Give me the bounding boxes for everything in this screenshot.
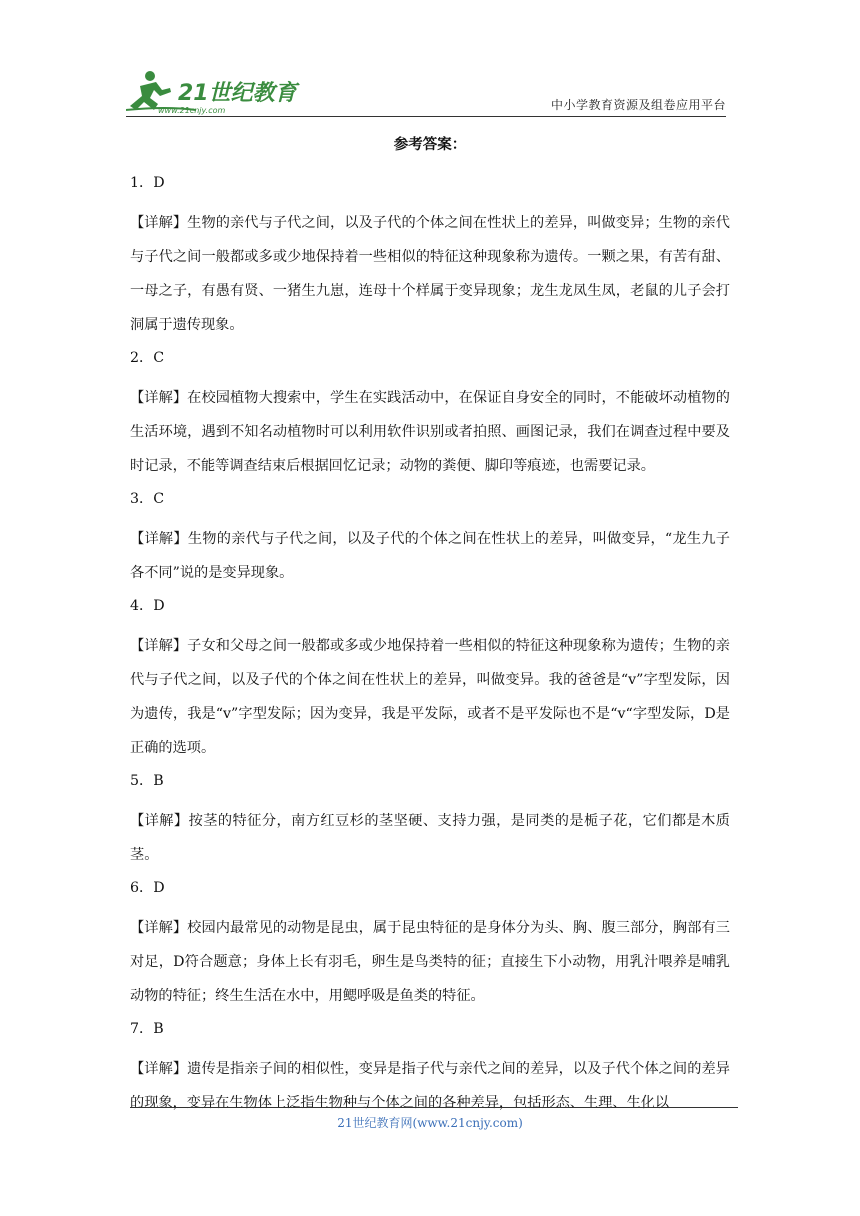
- answer-number: 1．D: [130, 175, 165, 191]
- answer-number: 3．C: [130, 491, 165, 507]
- explanation-text: 在校园植物大搜索中，学生在实践活动中，在保证自身安全的同时，不能破坏动植物的生活环境，遇到不知名动植物时可以利用软件识别或者拍照、画图记录，我们在调查过程中要及时记录，不能等调查结束后根据回忆记录；动物的粪便、脚印等痕迹，也需要记录。: [130, 390, 730, 474]
- answer-explanation: [130, 206, 730, 342]
- explanation-text: 子女和父母之间一般都或多或少地保持着一些相似的特征这种现象称为遗传；生物的亲代与子代之间，以及子代的个体之间在性状上的差异，叫做变异。我的爸爸是“v”字型发际，因为遗传，我是“v”字型发际；因为变异，我是平发际，或者不是平发际也不是“v“字型发际，D是正确的选项。: [130, 638, 730, 756]
- explanation-label: 【详解】: [130, 920, 188, 936]
- platform-label: 中小学教育资源及组卷应用平台: [550, 98, 726, 112]
- site-logo: [126, 66, 306, 118]
- footer-divider: [130, 1107, 738, 1108]
- explanation-text: 生物的亲代与子代之间，以及子代的个体之间在性状上的差异，叫做变异，“龙生九子各不同”说的是变异现象。: [130, 531, 730, 581]
- answer-explanation: [130, 381, 730, 483]
- svg-text:www.21cnjy.com: www.21cnjy.com: [158, 106, 226, 115]
- header-divider: [126, 116, 726, 117]
- explanation-label: 【详解】: [130, 1061, 188, 1077]
- answer-content: [130, 134, 730, 1125]
- answer-explanation: [130, 804, 730, 872]
- answer-number: 6．D: [130, 880, 165, 896]
- explanation-label: 【详解】: [130, 531, 188, 547]
- answer-list: [130, 172, 730, 1120]
- answer-explanation: [130, 1052, 730, 1120]
- answer-explanation: [130, 629, 730, 765]
- answer-number: 7．B: [130, 1021, 164, 1037]
- explanation-label: 【详解】: [130, 813, 189, 829]
- page-header: [126, 66, 726, 120]
- page-title: 参考答案：: [393, 136, 467, 153]
- answer-explanation: [130, 911, 730, 1013]
- explanation-text: 生物的亲代与子代之间，以及子代的个体之间在性状上的差异，叫做变异；生物的亲代与子代之间一般都或多或少地保持着一些相似的特征这种现象称为遗传。一颗之果，有苦有甜、一母之子，有愚有贤、一猪生九崽，连母十个样属于变异现象；龙生龙凤生凤，老鼠的儿子会打洞属于遗传现象。: [130, 215, 730, 333]
- svg-text:21世纪教育: 21世纪教育: [178, 81, 297, 106]
- explanation-label: 【详解】: [130, 390, 188, 406]
- answer-number: 5．B: [130, 773, 164, 789]
- explanation-label: 【详解】: [130, 638, 188, 654]
- explanation-text: 按茎的特征分，南方红豆杉的茎坚硬、支持力强，是同类的是栀子花，它们都是木质茎。: [130, 813, 730, 863]
- answer-number: 4．D: [130, 598, 165, 614]
- answer-number: 2．C: [130, 350, 165, 366]
- explanation-text: 校园内最常见的动物是昆虫，属于昆虫特征的是身体分为头、胸、腹三部分，胸部有三对足，D符合题意；身体上长有羽毛，卵生是鸟类特的征；直接生下小动物，用乳汁喂养是哺乳动物的特征；终生生活在水中，用鳃呼吸是鱼类的特征。: [130, 920, 730, 1004]
- page-footer: 21世纪教育网(www.21cnjy.com): [337, 1116, 523, 1130]
- explanation-text: 遗传是指亲子间的相似性，变异是指子代与亲代之间的差异，以及子代个体之间的差异的现象，变异在生物体上泛指生物种与个体之间的各种差异，包括形态、生理、生化以: [130, 1061, 730, 1111]
- explanation-label: 【详解】: [130, 215, 188, 231]
- answer-explanation: [130, 522, 730, 590]
